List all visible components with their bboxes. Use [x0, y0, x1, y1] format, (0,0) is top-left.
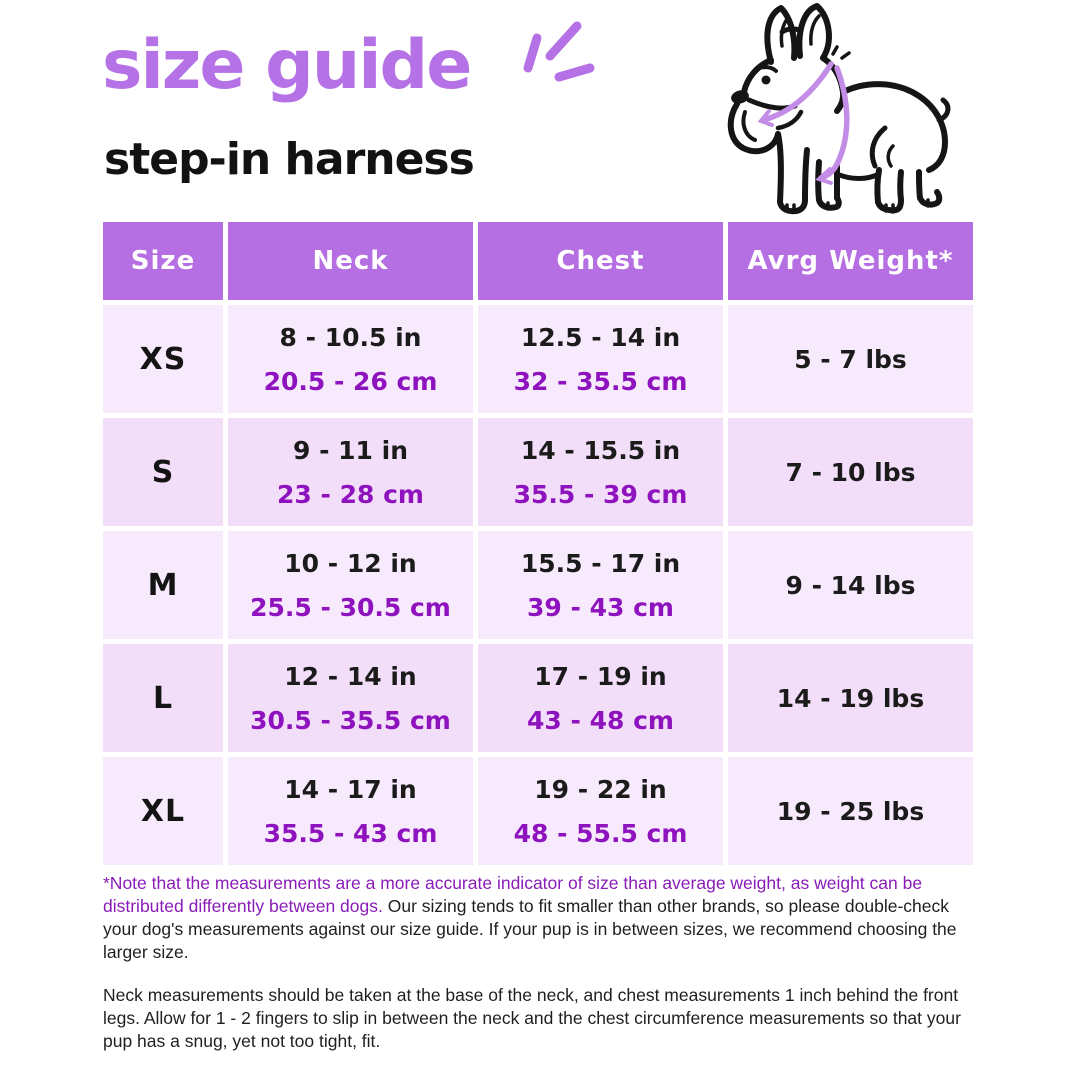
chest-cell: [478, 418, 723, 526]
neck-inches: 12 - 14 in: [284, 661, 417, 691]
neck-cm: 35.5 - 43 cm: [263, 818, 438, 848]
page-title: size guide: [102, 26, 471, 105]
measuring-instructions: Neck measurements should be taken at the base of the neck, and chest measurements 1 inch behind the front legs. Allow for 1 - 2 fingers to slip in between the neck and the chest circumference measurements so that your pup has a snug, yet not too tight, fit.: [103, 985, 961, 1051]
neck-cm: 20.5 - 26 cm: [263, 366, 438, 396]
footnote-rest: Our sizing tends to fit smaller than other brands, so please double-check your dog's measurements against our size guide. If your pup is in between sizes, we recommend choosing the larger size.: [103, 896, 957, 962]
neck-cell: [228, 531, 473, 639]
chest-cm: 32 - 35.5 cm: [513, 366, 688, 396]
neck-inches: 9 - 11 in: [292, 435, 409, 465]
weight-cell: 14 - 19 lbs: [728, 644, 973, 752]
weight-cell: 9 - 14 lbs: [728, 531, 973, 639]
size-cell: M: [103, 531, 223, 639]
chest-cm: 35.5 - 39 cm: [513, 479, 688, 509]
page-subtitle: step-in harness: [104, 134, 474, 185]
chest-cell: [478, 531, 723, 639]
chest-cell: [478, 305, 723, 413]
neck-cell: [228, 757, 473, 865]
neck-cm: 23 - 28 cm: [277, 479, 424, 509]
weight-footnote: [103, 872, 977, 964]
weight-cell: 5 - 7 lbs: [728, 305, 973, 413]
chest-cell: [478, 757, 723, 865]
neck-cell: [228, 305, 473, 413]
chest-inches: 14 - 15.5 in: [520, 435, 681, 465]
chest-inches: 12.5 - 14 in: [520, 322, 681, 352]
weight-cell: 7 - 10 lbs: [728, 418, 973, 526]
neck-cell: [228, 644, 473, 752]
chest-inches: 15.5 - 17 in: [520, 548, 681, 578]
size-cell: L: [103, 644, 223, 752]
size-cell: S: [103, 418, 223, 526]
chest-cm: 39 - 43 cm: [527, 592, 674, 622]
column-header-chest: Chest: [478, 222, 723, 300]
dog-illustration: [683, 0, 983, 218]
neck-cm: 30.5 - 35.5 cm: [250, 705, 451, 735]
neck-inches: 8 - 10.5 in: [279, 322, 422, 352]
sparkle-icon: [514, 16, 598, 88]
chest-inches: 17 - 19 in: [534, 661, 667, 691]
chest-inches: 19 - 22 in: [534, 774, 667, 804]
size-table: [103, 222, 973, 865]
weight-cell: 19 - 25 lbs: [728, 757, 973, 865]
neck-cell: [228, 418, 473, 526]
size-cell: XS: [103, 305, 223, 413]
chest-cm: 43 - 48 cm: [527, 705, 674, 735]
column-header-size: Size: [103, 222, 223, 300]
column-header-weight: Avrg Weight*: [728, 222, 973, 300]
chest-cm: 48 - 55.5 cm: [513, 818, 688, 848]
size-cell: XL: [103, 757, 223, 865]
column-header-neck: Neck: [228, 222, 473, 300]
footnote-highlight: *Note that the measurements are a more accurate indicator of size than average weight, as weight can be distributed differently between dogs.: [103, 873, 923, 916]
neck-cm: 25.5 - 30.5 cm: [250, 592, 451, 622]
neck-inches: 14 - 17 in: [284, 774, 417, 804]
neck-inches: 10 - 12 in: [284, 548, 417, 578]
chest-cell: [478, 644, 723, 752]
